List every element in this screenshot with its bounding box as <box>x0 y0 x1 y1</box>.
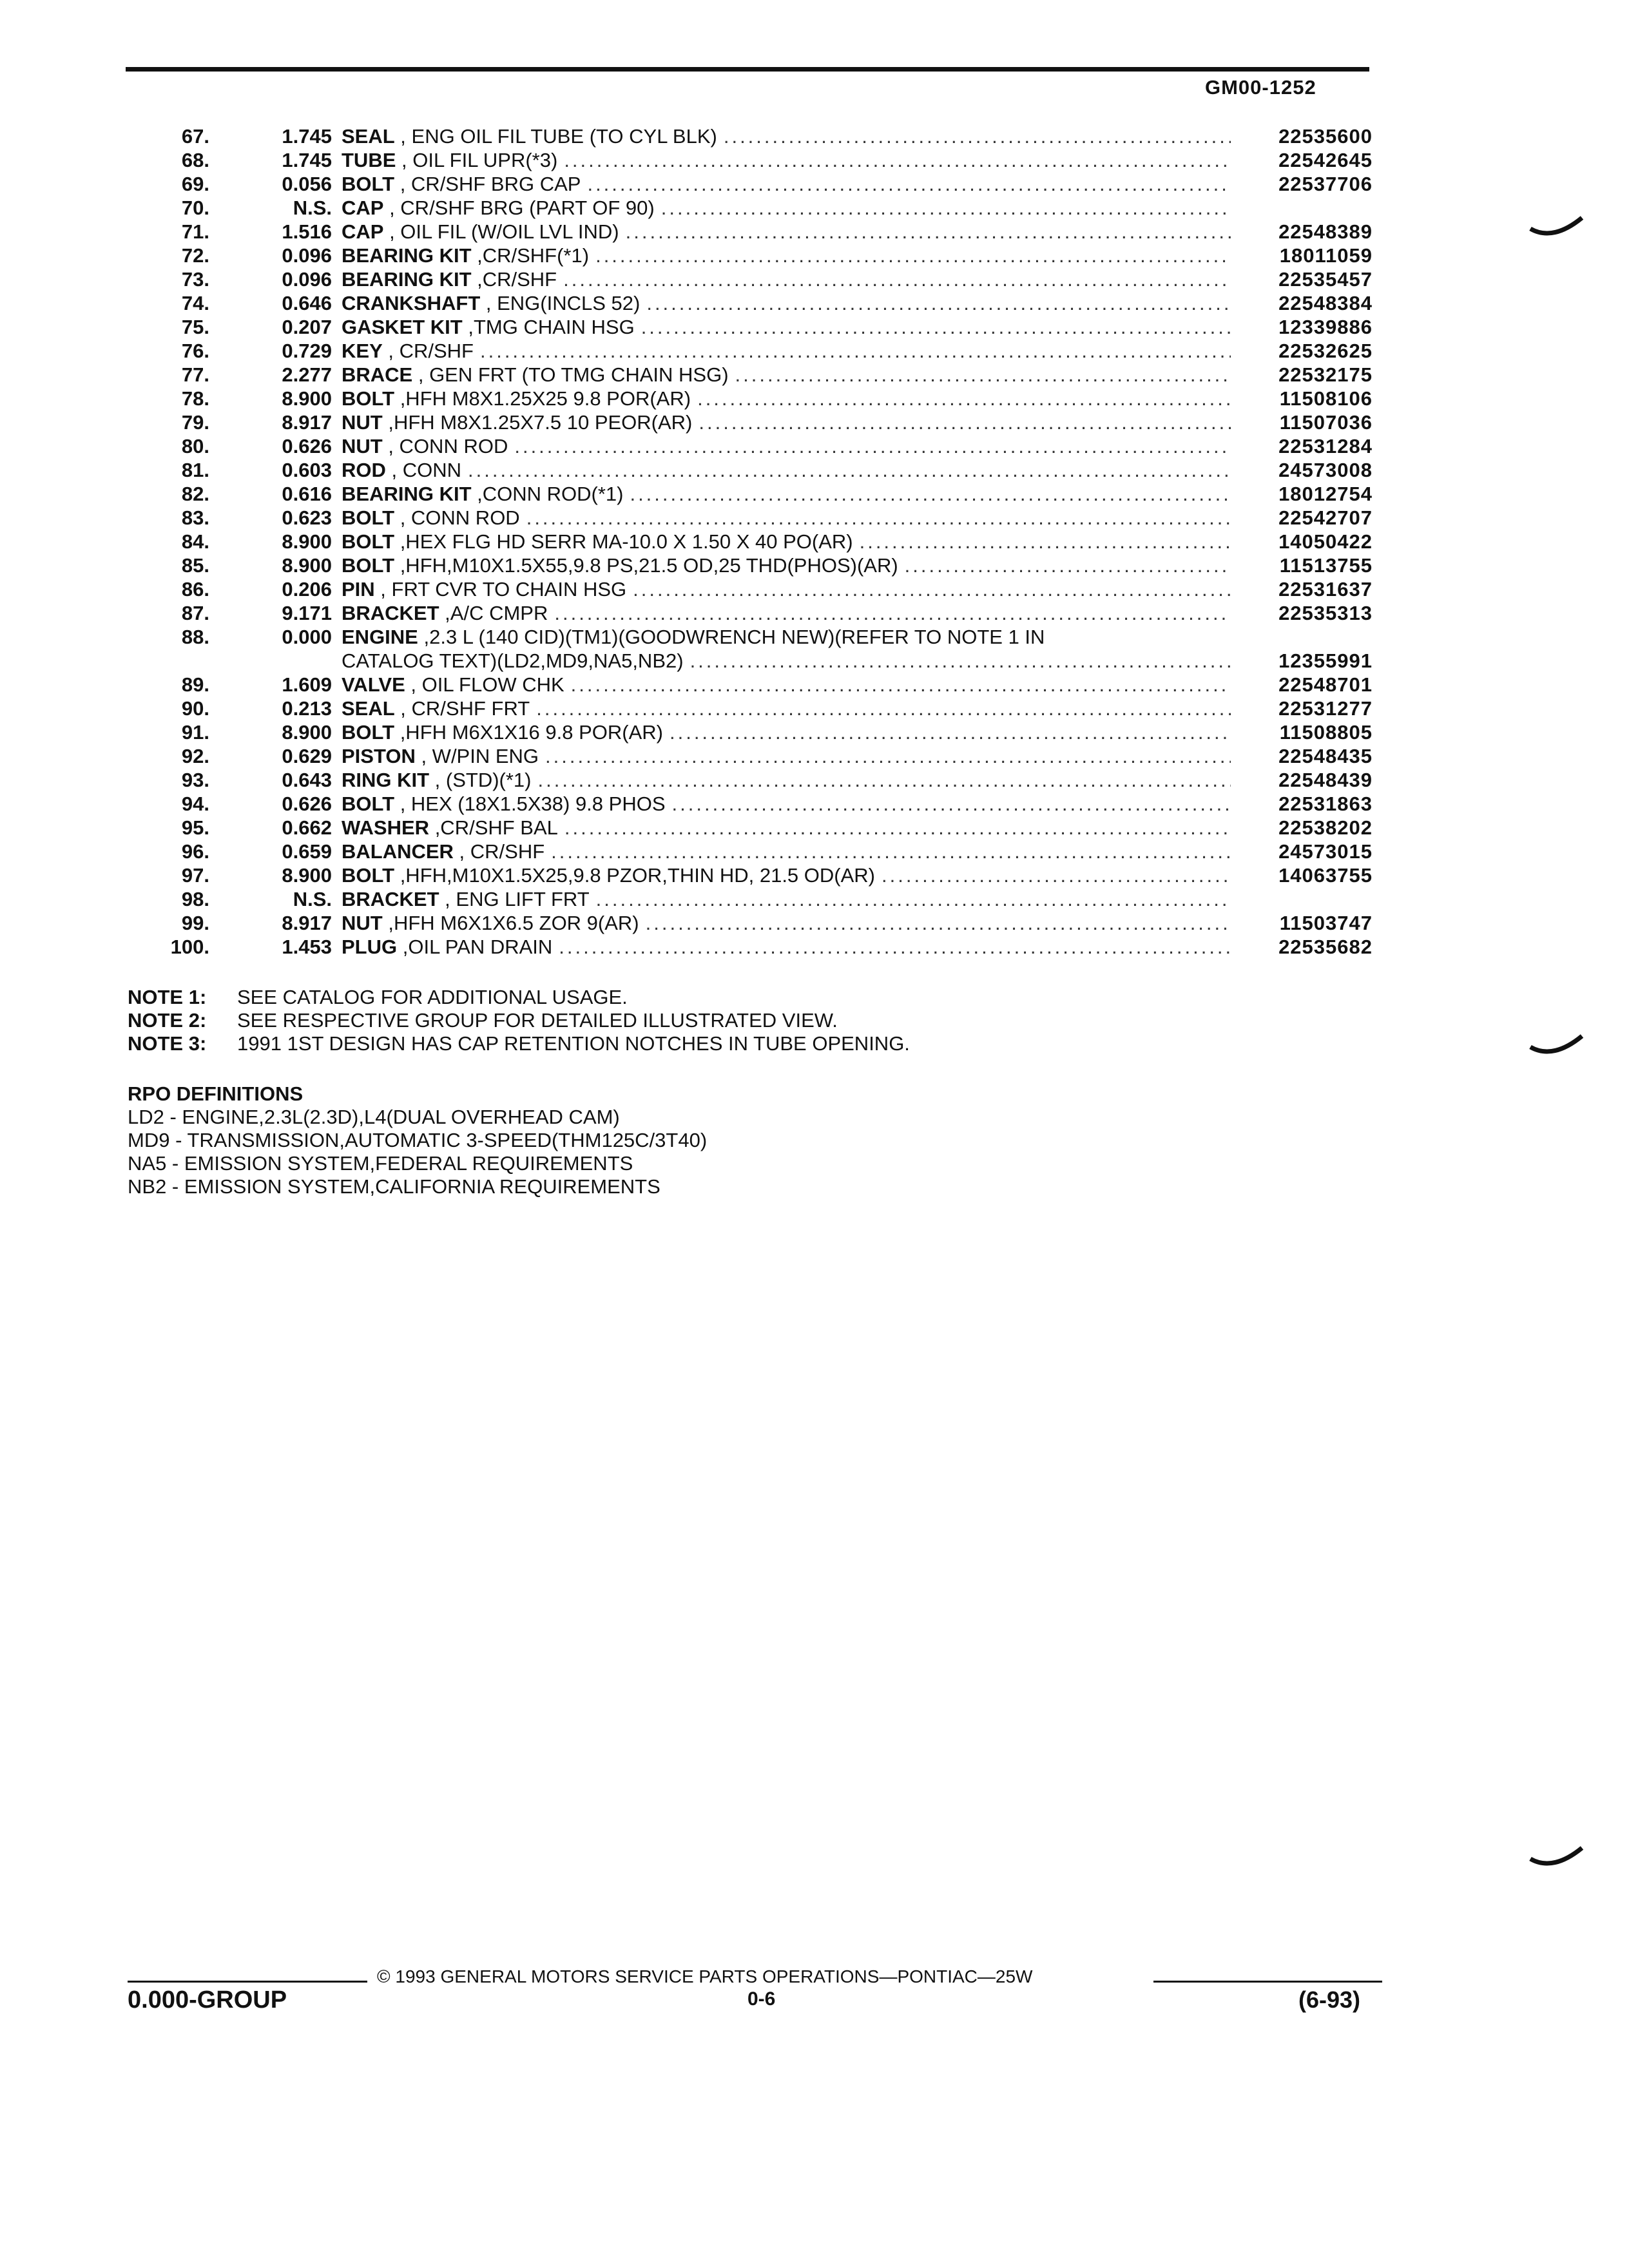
part-detail: , OIL FIL UPR(*3) <box>396 149 558 171</box>
part-description <box>342 792 1231 816</box>
part-description <box>342 887 1231 911</box>
item-number: 94. <box>181 793 209 815</box>
part-name: BEARING KIT <box>342 244 472 267</box>
part-detail: , ENG(INCLS 52) <box>480 292 641 314</box>
part-number: 22538202 <box>1278 816 1373 839</box>
part-number: 12355991 <box>1278 649 1373 672</box>
dot-leader <box>623 482 1231 506</box>
part-description <box>342 530 1231 553</box>
part-description <box>342 482 1231 506</box>
item-number: 96. <box>181 840 209 863</box>
rpo-definitions <box>128 1082 707 1198</box>
group-reference: 2.277 <box>282 363 332 386</box>
group-label: 0.000-GROUP <box>128 1986 287 2013</box>
group-reference: 0.626 <box>282 793 332 815</box>
part-description <box>342 363 1231 387</box>
part-name: BOLT <box>342 173 395 195</box>
part-description <box>342 816 1231 840</box>
part-number: 18012754 <box>1278 483 1373 505</box>
part-name: BOLT <box>342 506 395 529</box>
part-number: 24573008 <box>1278 459 1373 481</box>
item-number: 93. <box>181 769 209 791</box>
part-name: CAP <box>342 197 384 219</box>
dot-leader <box>552 935 1231 959</box>
item-number: 92. <box>181 745 209 767</box>
group-reference: 0.207 <box>282 316 332 338</box>
part-name: SEAL <box>342 697 395 720</box>
part-description <box>342 720 1231 744</box>
item-number: 88. <box>181 626 209 648</box>
part-row <box>151 387 1379 410</box>
part-detail: ,CR/SHF <box>471 268 557 291</box>
dot-leader <box>539 744 1231 768</box>
dot-leader <box>545 840 1231 863</box>
group-reference: 0.646 <box>282 292 332 314</box>
part-number: 14063755 <box>1278 864 1373 887</box>
dot-leader <box>639 911 1231 935</box>
dot-leader <box>692 410 1231 434</box>
group-reference: 0.096 <box>282 244 332 267</box>
part-description <box>342 577 1231 601</box>
part-row <box>151 244 1379 267</box>
note-label: NOTE 2: <box>128 1009 207 1032</box>
note-text: SEE CATALOG FOR ADDITIONAL USAGE. <box>237 986 628 1008</box>
part-name: BOLT <box>342 793 395 815</box>
dot-leader <box>564 673 1231 697</box>
part-row <box>151 673 1379 697</box>
note-line <box>128 1032 910 1055</box>
dot-leader <box>558 816 1231 840</box>
part-name: NUT <box>342 435 383 457</box>
note-label: NOTE 1: <box>128 986 207 1008</box>
group-reference: 1.745 <box>282 125 332 148</box>
part-number: 11508106 <box>1279 387 1373 410</box>
group-reference: 8.900 <box>282 721 332 744</box>
dot-leader <box>530 697 1231 720</box>
part-name: BOLT <box>342 721 395 744</box>
group-reference: 8.900 <box>282 387 332 410</box>
dot-leader <box>461 458 1231 482</box>
part-row <box>151 124 1379 148</box>
part-description <box>342 387 1231 410</box>
group-reference: 0.056 <box>282 173 332 195</box>
part-name: TUBE <box>342 149 396 171</box>
group-reference: 1.516 <box>282 220 332 243</box>
rpo-title: RPO DEFINITIONS <box>128 1082 304 1105</box>
item-number: 74. <box>181 292 209 314</box>
part-detail: , OIL FIL (W/OIL LVL IND) <box>383 220 619 243</box>
part-detail: ,CR/SHF(*1) <box>471 244 590 267</box>
part-description <box>342 911 1231 935</box>
part-row <box>151 220 1379 244</box>
item-number: 85. <box>181 554 209 577</box>
item-number: 79. <box>181 411 209 434</box>
item-number: 91. <box>181 721 209 744</box>
item-number: 89. <box>181 673 209 696</box>
group-reference: 0.626 <box>282 435 332 457</box>
dot-leader <box>520 506 1231 530</box>
part-name: BALANCER <box>342 840 454 863</box>
part-detail: ,OIL PAN DRAIN <box>397 936 553 958</box>
part-number: 22542645 <box>1278 149 1373 171</box>
part-detail: ,HFH M8X1.25X7.5 10 PEOR(AR) <box>382 411 693 434</box>
part-name: PISTON <box>342 745 416 767</box>
part-description <box>342 744 1231 768</box>
part-detail: , CONN ROD <box>394 506 520 529</box>
dot-leader <box>691 387 1231 410</box>
top-rule <box>126 67 1369 72</box>
part-description <box>342 863 1231 887</box>
group-reference: N.S. <box>293 888 332 910</box>
part-description <box>342 172 1231 196</box>
part-number: 22537706 <box>1278 173 1373 195</box>
part-detail: , W/PIN ENG <box>415 745 539 767</box>
part-row <box>151 625 1379 673</box>
part-name: WASHER <box>342 816 430 839</box>
item-number: 81. <box>181 459 209 481</box>
item-number: 72. <box>181 244 209 267</box>
group-reference: 0.603 <box>282 459 332 481</box>
dot-leader <box>717 124 1231 148</box>
item-number: 90. <box>181 697 209 720</box>
item-number: 68. <box>181 149 209 171</box>
part-description <box>342 935 1231 959</box>
part-description <box>342 506 1231 530</box>
part-name: SEAL <box>342 125 395 148</box>
part-number: 22548439 <box>1278 769 1373 791</box>
part-number: 11508805 <box>1279 721 1373 744</box>
item-number: 82. <box>181 483 209 505</box>
part-number: 24573015 <box>1278 840 1373 863</box>
dot-leader <box>684 649 1231 673</box>
part-row <box>151 697 1379 720</box>
part-row <box>151 887 1379 911</box>
part-detail: ,HFH M6X1X16 9.8 POR(AR) <box>394 721 663 744</box>
part-number: 22548384 <box>1278 292 1373 314</box>
part-detail: , CR/SHF <box>382 340 474 362</box>
dot-leader <box>666 792 1231 816</box>
dot-leader <box>474 339 1231 363</box>
part-description <box>342 601 1231 625</box>
part-row <box>151 363 1379 387</box>
part-detail: , ENG OIL FIL TUBE (TO CYL BLK) <box>394 125 717 148</box>
part-row <box>151 840 1379 863</box>
dot-leader <box>508 434 1231 458</box>
note-text: 1991 1ST DESIGN HAS CAP RETENTION NOTCHES IN TUBE OPENING. <box>237 1032 910 1055</box>
part-row <box>151 863 1379 887</box>
item-number: 84. <box>181 530 209 553</box>
part-number: 14050422 <box>1278 530 1373 553</box>
part-detail: , CR/SHF BRG CAP <box>394 173 581 195</box>
part-name: BEARING KIT <box>342 268 472 291</box>
dot-leader <box>532 768 1231 792</box>
part-row <box>151 506 1379 530</box>
part-name: BEARING KIT <box>342 483 472 505</box>
part-description <box>342 124 1231 148</box>
note-text: SEE RESPECTIVE GROUP FOR DETAILED ILLUSTRATED VIEW. <box>237 1009 838 1032</box>
dot-leader <box>589 244 1231 267</box>
part-number: 22535600 <box>1278 125 1373 148</box>
part-description <box>342 840 1231 863</box>
part-number: 22531277 <box>1278 697 1373 720</box>
part-row <box>151 339 1379 363</box>
item-number: 97. <box>181 864 209 887</box>
group-reference: 0.213 <box>282 697 332 720</box>
part-name: RING KIT <box>342 769 430 791</box>
part-number: 22548435 <box>1278 745 1373 767</box>
notes-section <box>128 986 910 1055</box>
part-number: 11507036 <box>1279 411 1373 434</box>
part-number: 22542707 <box>1278 506 1373 529</box>
rpo-item: MD9 - TRANSMISSION,AUTOMATIC 3-SPEED(THM125C/3T40) <box>128 1129 708 1151</box>
part-name: BOLT <box>342 864 395 887</box>
part-name: CAP <box>342 220 384 243</box>
part-row <box>151 458 1379 482</box>
part-number: 22535457 <box>1278 268 1373 291</box>
note-line <box>128 1009 910 1032</box>
dot-leader <box>626 577 1231 601</box>
part-row <box>151 482 1379 506</box>
footer-rule-left <box>128 1981 367 1983</box>
part-description <box>342 315 1231 339</box>
part-description <box>342 673 1231 697</box>
part-row <box>151 744 1379 768</box>
part-detail: ,TMG CHAIN HSG <box>462 316 635 338</box>
part-number: 22531863 <box>1278 793 1373 815</box>
rpo-item: LD2 - ENGINE,2.3L(2.3D),L4(DUAL OVERHEAD CAM) <box>128 1106 620 1128</box>
parts-list <box>151 124 1379 959</box>
part-number: 12339886 <box>1278 316 1373 338</box>
group-reference: 8.917 <box>282 912 332 934</box>
item-number: 75. <box>181 316 209 338</box>
item-number: 67. <box>181 125 209 148</box>
group-reference: 0.659 <box>282 840 332 863</box>
item-number: 76. <box>181 340 209 362</box>
part-name: BRACKET <box>342 888 439 910</box>
part-detail: , GEN FRT (TO TMG CHAIN HSG) <box>412 363 729 386</box>
group-reference: 8.917 <box>282 411 332 434</box>
part-row <box>151 577 1379 601</box>
part-name: NUT <box>342 912 383 934</box>
item-number: 100. <box>170 936 209 958</box>
part-detail: , CONN ROD <box>382 435 508 457</box>
group-reference: 9.171 <box>282 602 332 624</box>
part-number: 22535313 <box>1278 602 1373 624</box>
group-reference: 8.900 <box>282 530 332 553</box>
group-reference: 0.729 <box>282 340 332 362</box>
part-detail-continued: CATALOG TEXT)(LD2,MD9,NA5,NB2) <box>342 649 684 672</box>
part-name: PLUG <box>342 936 398 958</box>
dot-leader <box>898 553 1231 577</box>
part-number: 22531637 <box>1278 578 1373 601</box>
part-description <box>342 410 1231 434</box>
part-detail: ,HFH,M10X1.5X55,9.8 PS,21.5 OD,25 THD(PHOS)(AR) <box>394 554 898 577</box>
dot-leader <box>640 291 1231 315</box>
part-description <box>342 434 1231 458</box>
part-row <box>151 601 1379 625</box>
dot-leader <box>729 363 1231 387</box>
part-detail: , ENG LIFT FRT <box>439 888 590 910</box>
dot-leader <box>875 863 1231 887</box>
part-name: BRACE <box>342 363 413 386</box>
rpo-item: NA5 - EMISSION SYSTEM,FEDERAL REQUIREMENTS <box>128 1152 633 1175</box>
part-row <box>151 720 1379 744</box>
part-detail: ,2.3 L (140 CID)(TM1)(GOODWRENCH NEW)(REFER TO NOTE 1 IN <box>418 626 1045 648</box>
margin-mark-3 <box>1527 1843 1585 1875</box>
group-reference: 0.643 <box>282 769 332 791</box>
footer-rule-right <box>1153 1981 1382 1983</box>
group-reference: 1.609 <box>282 673 332 696</box>
item-number: 70. <box>181 197 209 219</box>
part-name: NUT <box>342 411 383 434</box>
dot-leader <box>557 148 1231 172</box>
item-number: 99. <box>181 912 209 934</box>
document-id: GM00-1252 <box>1205 76 1316 99</box>
part-name: BRACKET <box>342 602 439 624</box>
dot-leader <box>557 267 1231 291</box>
dot-leader <box>663 720 1231 744</box>
part-detail: ,CR/SHF BAL <box>429 816 558 839</box>
part-detail: , (STD)(*1) <box>429 769 532 791</box>
part-detail: ,HEX FLG HD SERR MA-10.0 X 1.50 X 40 PO(AR) <box>394 530 853 553</box>
part-row <box>151 291 1379 315</box>
item-number: 73. <box>181 268 209 291</box>
group-reference: N.S. <box>293 197 332 219</box>
part-row <box>151 935 1379 959</box>
part-description <box>342 553 1231 577</box>
margin-mark-1 <box>1527 213 1585 245</box>
part-description <box>342 267 1231 291</box>
part-number: 22531284 <box>1278 435 1373 457</box>
part-description <box>342 291 1231 315</box>
part-detail: , CR/SHF FRT <box>394 697 530 720</box>
part-detail: ,HFH M6X1X6.5 ZOR 9(AR) <box>382 912 639 934</box>
group-reference: 0.096 <box>282 268 332 291</box>
part-number: 11503747 <box>1279 912 1373 934</box>
part-row <box>151 768 1379 792</box>
part-name: GASKET KIT <box>342 316 463 338</box>
item-number: 98. <box>181 888 209 910</box>
part-name: CRANKSHAFT <box>342 292 481 314</box>
part-detail: ,A/C CMPR <box>439 602 548 624</box>
item-number: 87. <box>181 602 209 624</box>
dot-leader <box>635 315 1231 339</box>
part-description <box>342 458 1231 482</box>
part-name: BOLT <box>342 530 395 553</box>
margin-mark-2 <box>1527 1031 1585 1063</box>
part-detail: , HEX (18X1.5X38) 9.8 PHOS <box>394 793 666 815</box>
part-description <box>342 196 1231 220</box>
part-row <box>151 911 1379 935</box>
group-reference: 0.623 <box>282 506 332 529</box>
part-detail: , FRT CVR TO CHAIN HSG <box>374 578 627 601</box>
note-label: NOTE 3: <box>128 1032 207 1055</box>
part-number: 22548701 <box>1278 673 1373 696</box>
part-detail: ,HFH M8X1.25X25 9.8 POR(AR) <box>394 387 691 410</box>
part-row <box>151 172 1379 196</box>
part-description <box>342 148 1231 172</box>
group-reference: 0.206 <box>282 578 332 601</box>
part-row <box>151 267 1379 291</box>
revision-date: (6-93) <box>1298 1986 1361 2013</box>
part-row <box>151 148 1379 172</box>
part-detail: , CONN <box>385 459 462 481</box>
part-row <box>151 410 1379 434</box>
item-number: 95. <box>181 816 209 839</box>
dot-leader <box>619 220 1231 244</box>
dot-leader <box>655 196 1231 220</box>
group-reference: 0.616 <box>282 483 332 505</box>
item-number: 78. <box>181 387 209 410</box>
item-number: 77. <box>181 363 209 386</box>
part-detail: ,CONN ROD(*1) <box>471 483 624 505</box>
note-line <box>128 986 910 1009</box>
part-number: 11513755 <box>1279 554 1373 577</box>
part-description <box>342 244 1231 267</box>
part-row <box>151 792 1379 816</box>
part-detail: , CR/SHF BRG (PART OF 90) <box>383 197 655 219</box>
part-name: ENGINE <box>342 626 418 648</box>
copyright-text: © 1993 GENERAL MOTORS SERVICE PARTS OPERATIONS—PONTIAC—25W <box>377 1966 1033 1986</box>
part-name: PIN <box>342 578 375 601</box>
part-detail: , OIL FLOW CHK <box>405 673 564 696</box>
group-reference: 0.629 <box>282 745 332 767</box>
part-name: VALVE <box>342 673 405 696</box>
dot-leader <box>853 530 1231 553</box>
group-reference: 1.745 <box>282 149 332 171</box>
part-number: 22535682 <box>1278 936 1373 958</box>
item-number: 86. <box>181 578 209 601</box>
group-reference: 0.662 <box>282 816 332 839</box>
part-row <box>151 434 1379 458</box>
part-row <box>151 816 1379 840</box>
group-reference: 1.453 <box>282 936 332 958</box>
item-number: 71. <box>181 220 209 243</box>
part-number: 22532175 <box>1278 363 1373 386</box>
part-name: ROD <box>342 459 386 481</box>
group-reference: 0.000 <box>282 626 332 648</box>
part-name: KEY <box>342 340 383 362</box>
rpo-item: NB2 - EMISSION SYSTEM,CALIFORNIA REQUIREMENTS <box>128 1175 660 1198</box>
item-number: 80. <box>181 435 209 457</box>
part-name: BOLT <box>342 387 395 410</box>
part-number: 18011059 <box>1279 244 1373 267</box>
part-row <box>151 553 1379 577</box>
item-number: 83. <box>181 506 209 529</box>
part-row <box>151 315 1379 339</box>
part-detail: , CR/SHF <box>453 840 545 863</box>
dot-leader <box>590 887 1231 911</box>
group-reference: 8.900 <box>282 864 332 887</box>
part-description <box>342 768 1231 792</box>
dot-leader <box>581 172 1231 196</box>
part-row <box>151 196 1379 220</box>
part-number: 22548389 <box>1278 220 1373 243</box>
part-description <box>342 697 1231 720</box>
part-description <box>342 220 1231 244</box>
part-description <box>342 339 1231 363</box>
part-description <box>342 625 1231 673</box>
page-number: 0-6 <box>747 1988 776 2010</box>
dot-leader <box>548 601 1231 625</box>
item-number: 69. <box>181 173 209 195</box>
part-detail: ,HFH,M10X1.5X25,9.8 PZOR,THIN HD, 21.5 OD(AR) <box>394 864 876 887</box>
part-number: 22532625 <box>1278 340 1373 362</box>
part-name: BOLT <box>342 554 395 577</box>
group-reference: 8.900 <box>282 554 332 577</box>
part-row <box>151 530 1379 553</box>
